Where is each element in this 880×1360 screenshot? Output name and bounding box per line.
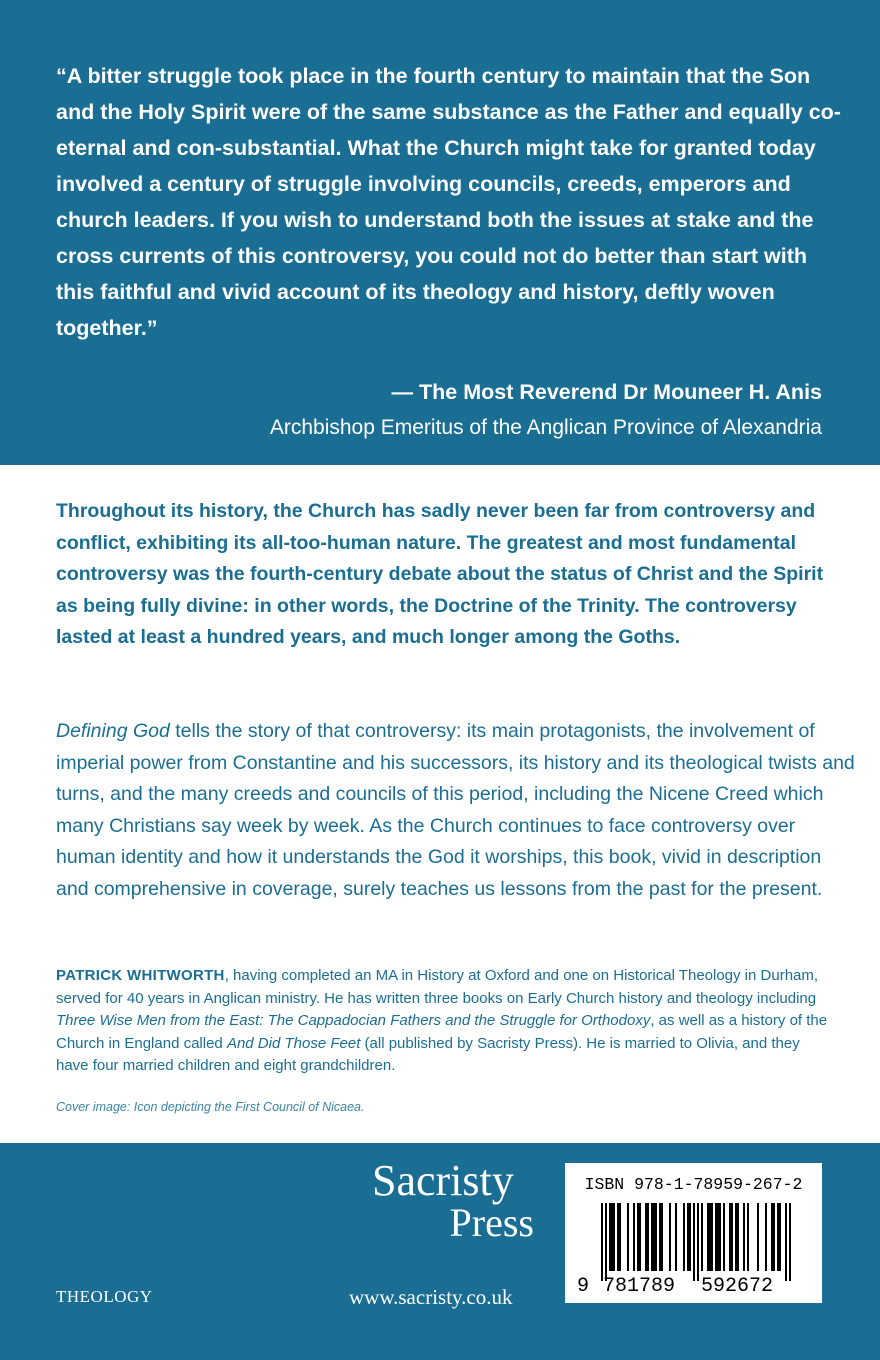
barcode-bar xyxy=(717,1203,719,1271)
barcode-bar xyxy=(669,1203,671,1271)
barcode-bar xyxy=(765,1203,767,1271)
barcode-bar xyxy=(661,1203,663,1271)
barcode-bar xyxy=(605,1203,607,1281)
barcode-bar xyxy=(731,1203,733,1271)
barcode-bar xyxy=(639,1203,641,1271)
barcode-bar xyxy=(633,1203,635,1271)
bio-text-2: , as well as a history of the Church in England called xyxy=(56,1012,828,1052)
barcode-bar xyxy=(611,1203,613,1271)
blurb-intro: Throughout its history, the Church has sadly never been far from controversy and conflict, exhibiting its all-too-human nature. The greatest and most fundamental controversy was the fourth-century debate about the status of Christ and the Spirit as being fully divine: in other words, the Doctrine of the Trinity. The controversy lasted at least a hundred years, and much longer among the Goths. xyxy=(56,500,824,648)
barcode-bar xyxy=(675,1203,677,1271)
description-text: tells the story of that controversy: its main protagonists, the involvement of imperial power from Constantine and his successors, its history and its theological twists and turns, and the many creeds and councils of this period, including the Nicene Creed which many Christians say week by week. As the Church continues to face controversy over human identity and how it understands the God it worships, this book, vivid in description and comprehensive in coverage, surely teaches us lessons from the past for the present. xyxy=(56,720,855,900)
barcode-bar xyxy=(687,1203,689,1271)
bio-text-1: , having completed an MA in History at Oxford and one on Historical Theology in Durham, served for 40 years in Anglican ministry. He has written three books on Early Church history and theology including xyxy=(56,967,819,1007)
barcode-bar xyxy=(777,1203,779,1271)
blurb-description xyxy=(56,716,856,905)
barcode-bar xyxy=(659,1203,661,1271)
barcode-bars xyxy=(601,1203,791,1281)
logo-line-2: Press xyxy=(449,1200,534,1245)
barcode-digits-right: 592672 xyxy=(701,1275,774,1298)
barcode-bar xyxy=(707,1203,709,1271)
publisher-website: www.sacristy.co.uk xyxy=(349,1285,513,1309)
cover-image-credit: Cover image: Icon depicting the First Council of Nicaea. xyxy=(56,1100,365,1114)
barcode-bar xyxy=(723,1203,725,1271)
barcode-bar xyxy=(697,1203,699,1281)
category-label: THEOLOGY xyxy=(56,1287,153,1306)
barcode-bar xyxy=(619,1203,621,1271)
book-title: Defining God xyxy=(56,720,170,742)
barcode-bar xyxy=(711,1203,713,1271)
isbn-barcode xyxy=(565,1163,822,1303)
barcode-bar xyxy=(779,1203,781,1271)
barcode-bar xyxy=(645,1203,647,1271)
barcode-bar xyxy=(789,1203,791,1281)
bio-book-title-2: And Did Those Feet xyxy=(226,1034,361,1052)
barcode-bar xyxy=(601,1203,603,1281)
barcode-graphic xyxy=(565,1163,822,1303)
barcode-digit-first: 9 xyxy=(577,1275,590,1298)
barcode-bar xyxy=(683,1203,685,1271)
barcode-bar xyxy=(719,1203,721,1271)
barcode-bar xyxy=(757,1203,759,1271)
isbn-label: ISBN 978-1-78959-267-2 xyxy=(584,1175,803,1194)
endorsement-author: — The Most Reverend Dr Mouneer H. Anis xyxy=(391,380,822,404)
barcode-bar xyxy=(653,1203,655,1271)
author-bio xyxy=(56,965,836,1078)
barcode-bar xyxy=(647,1203,649,1271)
barcode-bar xyxy=(609,1203,611,1271)
publisher-logo xyxy=(372,1156,542,1245)
bio-book-title-1: Three Wise Men from the East: The Cappadocian Fathers and the Struggle for Orthodoxy xyxy=(56,1012,651,1029)
barcode-bar xyxy=(729,1203,731,1271)
endorsement-quote: “A bitter struggle took place in the fourth century to maintain that the Son and the Holy Spirit were of the same substance as the Father and equally co-eternal and con-substantial. What the Church might take for granted today involved a century of struggle involving councils, creeds, emperors and church leaders. If you wish to understand both the issues at stake and the cross currents of this controversy, you could not do better than start with this faithful and vivid account of its theology and history, deftly woven together.” xyxy=(56,64,841,340)
barcode-bar xyxy=(651,1203,653,1271)
barcode-bar xyxy=(637,1203,639,1271)
barcode-bar xyxy=(709,1203,711,1271)
barcode-bar xyxy=(701,1203,703,1271)
barcode-bar xyxy=(693,1203,695,1281)
barcode-bar xyxy=(617,1203,619,1271)
barcode-digits-left: 781789 xyxy=(603,1275,676,1298)
logo-line-1: Sacristy xyxy=(372,1156,514,1205)
publisher-panel xyxy=(0,1143,880,1360)
barcode-bar xyxy=(689,1203,691,1271)
endorsement-author-title: Archbishop Emeritus of the Anglican Province of Alexandria xyxy=(269,416,822,439)
author-name: PATRICK WHITWORTH xyxy=(56,967,225,984)
barcode-bar xyxy=(735,1203,737,1271)
barcode-bar xyxy=(627,1203,629,1271)
barcode-bar xyxy=(747,1203,749,1271)
bio-text-3: (all published by Sacristy Press). He is married to Olivia, and they have four married children and eight grandchildren. xyxy=(56,1034,800,1074)
endorsement-panel xyxy=(0,0,880,465)
barcode-bar xyxy=(737,1203,739,1271)
barcode-bar xyxy=(785,1203,787,1281)
barcode-bar xyxy=(613,1203,615,1271)
barcode-bar xyxy=(771,1203,773,1271)
barcode-bar xyxy=(743,1203,745,1271)
barcode-bar xyxy=(773,1203,775,1271)
barcode-bar xyxy=(655,1203,657,1271)
barcode-bar xyxy=(715,1203,717,1271)
